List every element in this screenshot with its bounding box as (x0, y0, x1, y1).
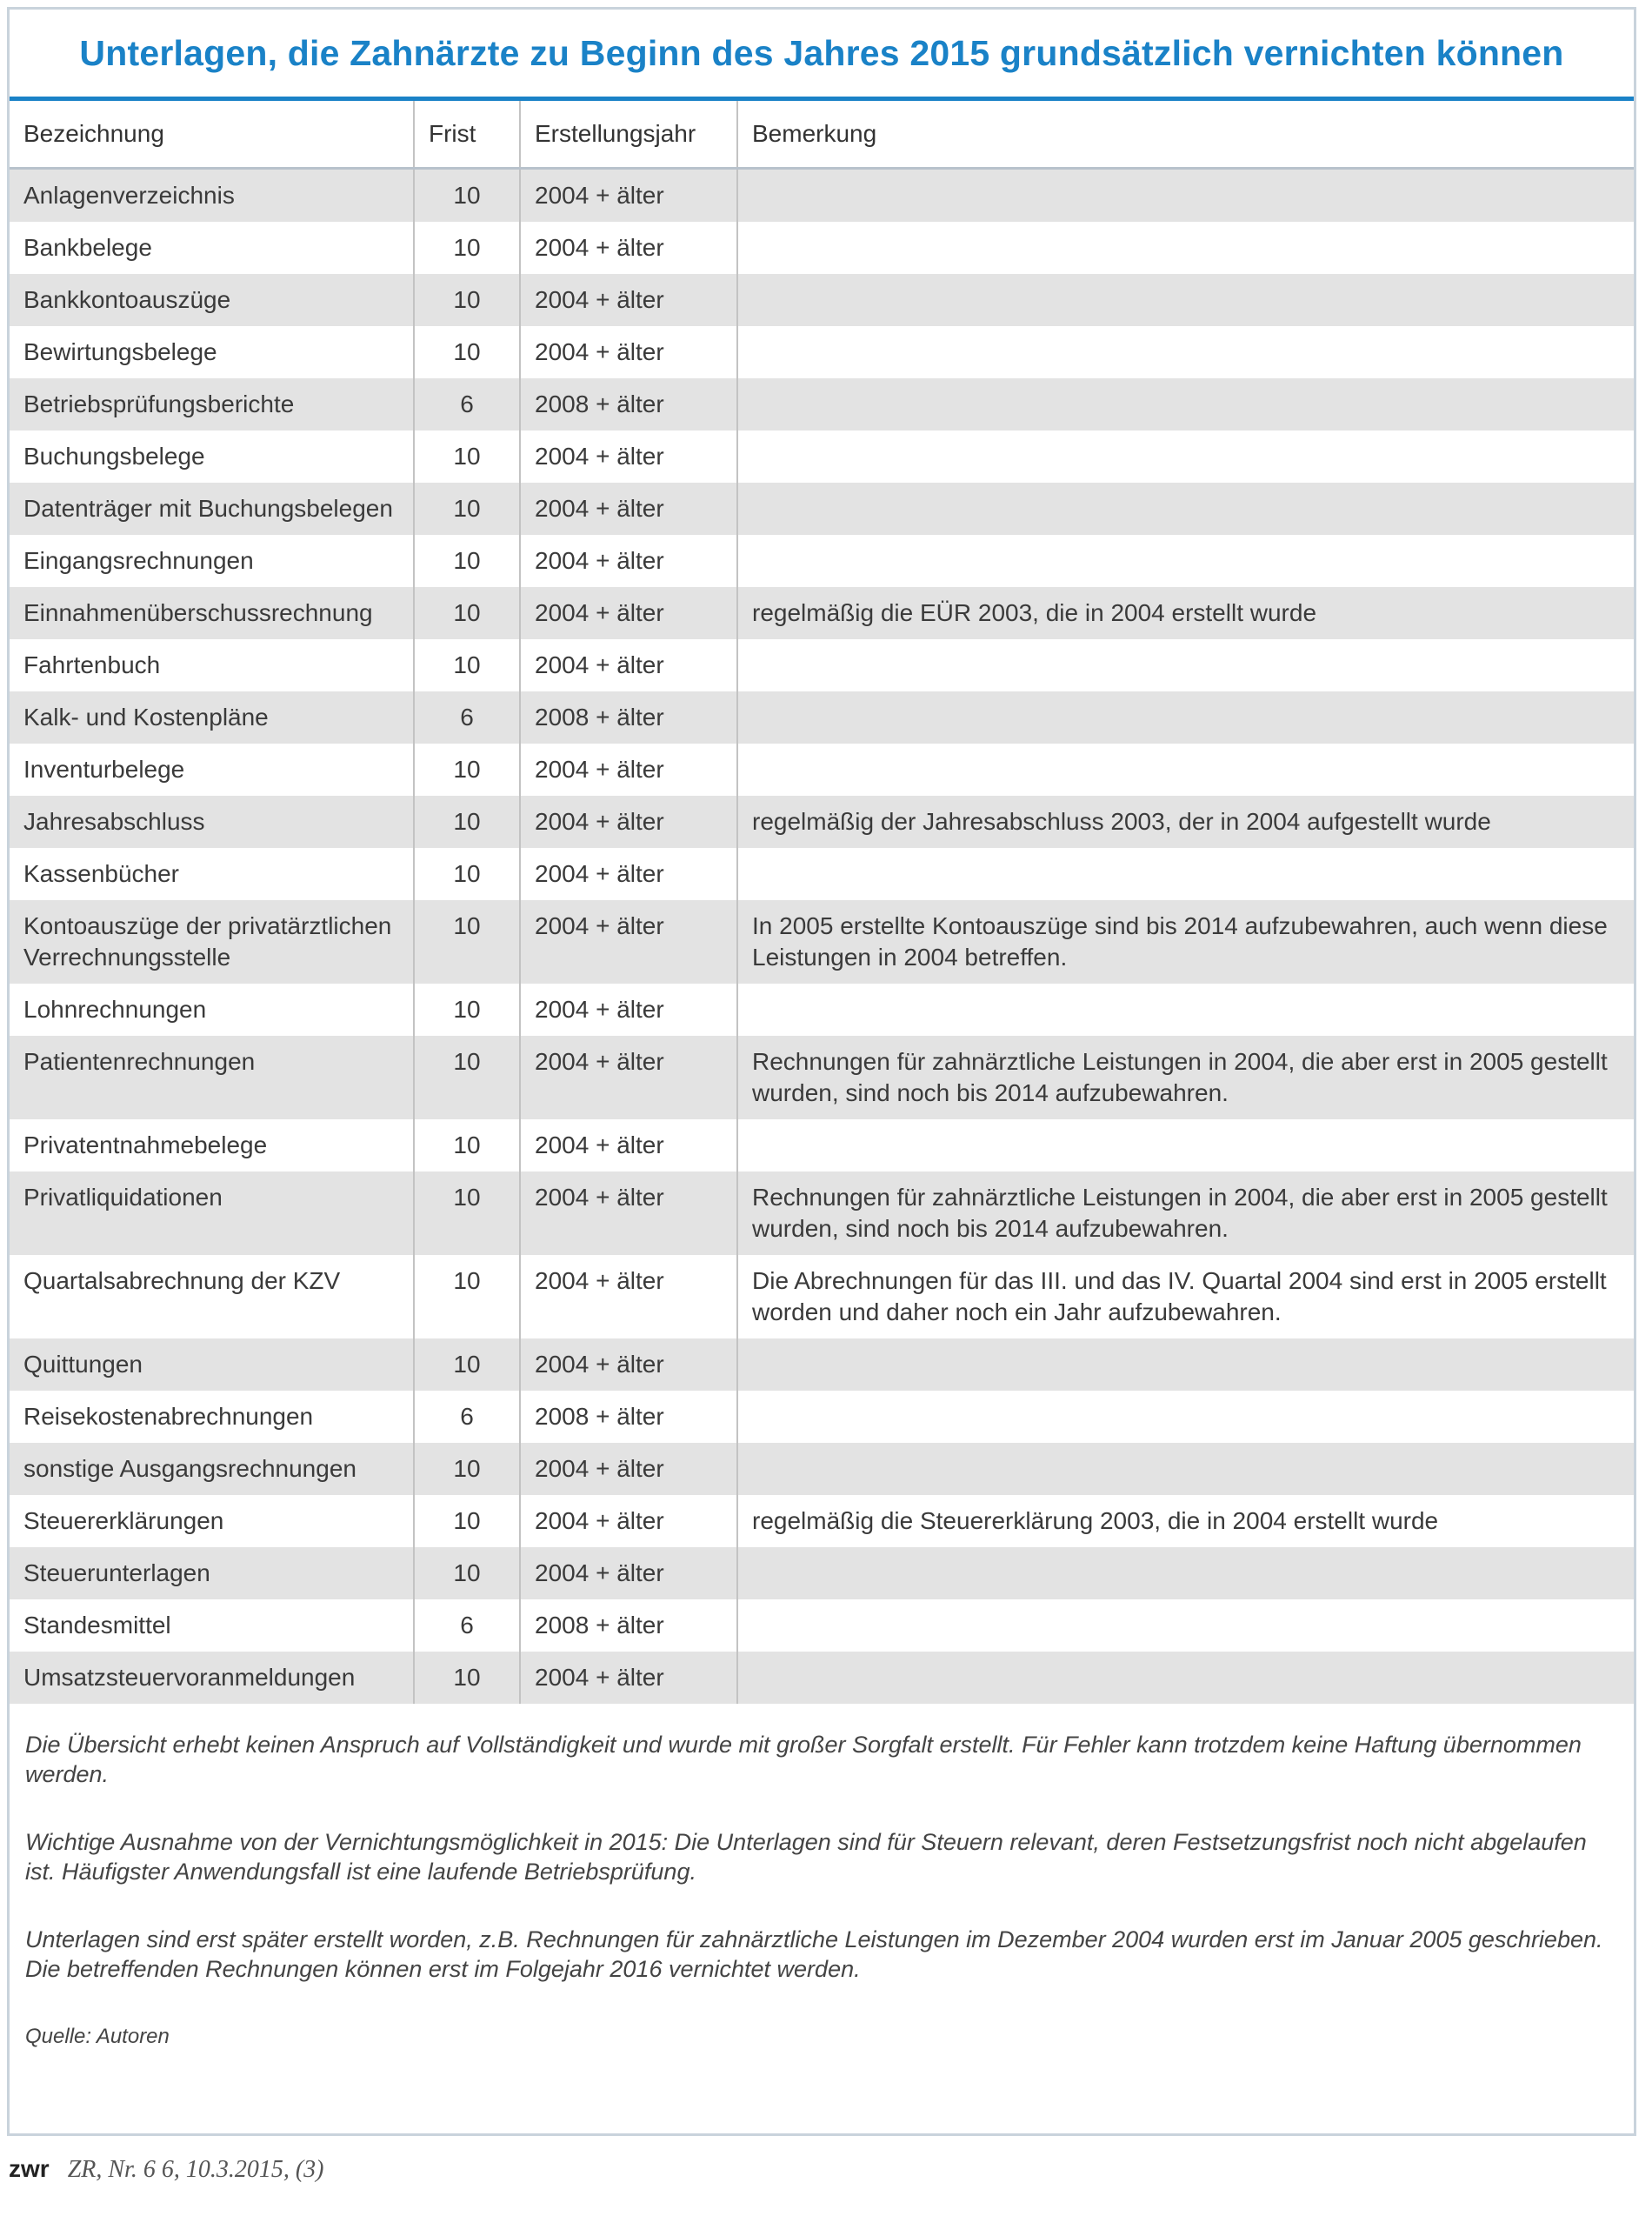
cell-bezeichnung: Bankkontoauszüge (23, 286, 231, 313)
cell-erstellungsjahr: 2004 + älter (520, 1255, 737, 1338)
table-row (10, 1391, 1634, 1443)
page-title: Unterlagen, die Zahnärzte zu Beginn des Jahres 2015 grundsätzlich vernichten können (79, 32, 1564, 73)
cell-bemerkung (737, 169, 1634, 223)
retention-table (10, 101, 1634, 1704)
cell-bemerkung (737, 1652, 1634, 1704)
cell-erstellungsjahr: 2004 + älter (520, 744, 737, 796)
cell-erstellungsjahr: 2004 + älter (520, 222, 737, 274)
cell-bemerkung: regelmäßig die Steuererklärung 2003, die in 2004 erstellt wurde (737, 1495, 1634, 1547)
cell-frist: 10 (414, 848, 520, 900)
footnote: Wichtige Ausnahme von der Vernichtungsmöglichkeit in 2015: Die Unterlagen sind für Steuern relevant, deren Festsetzungsfrist noch nicht abgelaufen ist. Häufigster Anwendungsfall ist eine laufende Betriebsprüfung. (25, 1829, 1587, 1885)
table-row (10, 222, 1634, 274)
cell-frist: 10 (414, 222, 520, 274)
cell-bezeichnung: Kontoauszüge der privatärztlichen Verrechnungsstelle (23, 912, 392, 971)
cell-bezeichnung: Quittungen (23, 1351, 143, 1378)
cell-bezeichnung: Reisekostenabrechnungen (23, 1403, 314, 1430)
cell-bemerkung (737, 1443, 1634, 1495)
cell-frist: 10 (414, 984, 520, 1036)
table-row (10, 1255, 1634, 1338)
cell-frist: 10 (414, 483, 520, 535)
footnotes (10, 1704, 1634, 2052)
cell-erstellungsjahr: 2004 + älter (520, 431, 737, 483)
cell-frist: 10 (414, 744, 520, 796)
table-row (10, 691, 1634, 744)
cell-bemerkung (737, 326, 1634, 378)
cell-frist: 10 (414, 1036, 520, 1119)
table-row (10, 1652, 1634, 1704)
cell-bezeichnung: Eingangsrechnungen (23, 547, 254, 574)
cell-bemerkung: In 2005 erstellte Kontoauszüge sind bis 2014 aufzubewahren, auch wenn diese Leistungen in 2004 betreffen. (737, 900, 1634, 984)
cell-bezeichnung: Steuerunterlagen (23, 1559, 210, 1586)
table-row (10, 431, 1634, 483)
table-row (10, 1338, 1634, 1391)
table-header-row (10, 101, 1634, 169)
cell-erstellungsjahr: 2008 + älter (520, 691, 737, 744)
table-row (10, 483, 1634, 535)
cell-bemerkung (737, 274, 1634, 326)
cell-bemerkung (737, 639, 1634, 691)
cell-frist: 10 (414, 1443, 520, 1495)
cell-bezeichnung: Bewirtungsbelege (23, 338, 217, 365)
cell-bezeichnung: Einnahmenüberschussrechnung (23, 599, 373, 626)
cell-bemerkung: Rechnungen für zahnärztliche Leistungen in 2004, die aber erst in 2005 gestellt wurden, sind noch bis 2014 aufzubewahren. (737, 1036, 1634, 1119)
cell-frist: 6 (414, 1599, 520, 1652)
cell-erstellungsjahr: 2004 + älter (520, 1495, 737, 1547)
table-row (10, 1547, 1634, 1599)
footnote: Die Übersicht erhebt keinen Anspruch auf Vollständigkeit und wurde mit großer Sorgfalt erstellt. Für Fehler kann trotzdem keine Haftung übernommen werden. (25, 1732, 1582, 1787)
cell-bemerkung: regelmäßig die EÜR 2003, die in 2004 erstellt wurde (737, 587, 1634, 639)
cell-frist: 6 (414, 378, 520, 431)
table-row (10, 1599, 1634, 1652)
cell-frist: 10 (414, 900, 520, 984)
cell-erstellungsjahr: 2004 + älter (520, 900, 737, 984)
table-row (10, 796, 1634, 848)
cell-frist: 10 (414, 639, 520, 691)
cell-erstellungsjahr: 2004 + älter (520, 1338, 737, 1391)
cell-bemerkung (737, 691, 1634, 744)
header-bemerkung: Bemerkung (737, 101, 1634, 169)
cell-frist: 10 (414, 1547, 520, 1599)
cell-frist: 10 (414, 431, 520, 483)
table-row (10, 1495, 1634, 1547)
table-row (10, 639, 1634, 691)
cell-erstellungsjahr: 2004 + älter (520, 1652, 737, 1704)
cell-bezeichnung: Buchungsbelege (23, 443, 205, 470)
cell-bemerkung (737, 984, 1634, 1036)
cell-bemerkung (737, 535, 1634, 587)
table-row (10, 900, 1634, 984)
cell-bemerkung: regelmäßig der Jahresabschluss 2003, der in 2004 aufgestellt wurde (737, 796, 1634, 848)
cell-frist: 6 (414, 1391, 520, 1443)
cell-frist: 10 (414, 1171, 520, 1255)
cell-bezeichnung: Umsatzsteuervoranmeldungen (23, 1664, 356, 1691)
cell-bezeichnung: Standesmittel (23, 1612, 171, 1639)
cell-bemerkung: Rechnungen für zahnärztliche Leistungen in 2004, die aber erst in 2005 gestellt wurden, sind noch bis 2014 aufzubewahren. (737, 1171, 1634, 1255)
cell-erstellungsjahr: 2004 + älter (520, 535, 737, 587)
cell-bezeichnung: Anlagenverzeichnis (23, 182, 235, 209)
cell-bemerkung (737, 744, 1634, 796)
cell-frist: 10 (414, 587, 520, 639)
table-row (10, 744, 1634, 796)
header-erstellungsjahr: Erstellungsjahr (520, 101, 737, 169)
cell-bezeichnung: Privatentnahmebelege (23, 1131, 268, 1158)
cell-frist: 10 (414, 169, 520, 223)
cell-frist: 10 (414, 274, 520, 326)
cell-bezeichnung: Datenträger mit Buchungsbelegen (23, 495, 393, 522)
cell-bezeichnung: sonstige Ausgangsrechnungen (23, 1455, 356, 1482)
cell-bezeichnung: Kassenbücher (23, 860, 180, 887)
cell-erstellungsjahr: 2004 + älter (520, 1119, 737, 1171)
cell-frist: 10 (414, 1338, 520, 1391)
table-row (10, 535, 1634, 587)
cell-erstellungsjahr: 2004 + älter (520, 1547, 737, 1599)
cell-erstellungsjahr: 2008 + älter (520, 1391, 737, 1443)
cell-bezeichnung: Jahresabschluss (23, 808, 205, 835)
cell-bemerkung (737, 1391, 1634, 1443)
cell-bemerkung (737, 483, 1634, 535)
cell-erstellungsjahr: 2004 + älter (520, 326, 737, 378)
cell-bezeichnung: Privatliquidationen (23, 1184, 223, 1211)
table-row (10, 848, 1634, 900)
cell-bezeichnung: Fahrtenbuch (23, 651, 161, 678)
cell-bemerkung (737, 378, 1634, 431)
cell-erstellungsjahr: 2004 + älter (520, 796, 737, 848)
footnote: Unterlagen sind erst später erstellt worden, z.B. Rechnungen für zahnärztliche Leistungen im Dezember 2004 wurden erst im Januar 2005 geschrieben. Die betreffenden Rechnungen können erst im Folgejahr 2016 vernichtet werden. (25, 1926, 1603, 1982)
table-row (10, 169, 1634, 223)
cell-frist: 10 (414, 326, 520, 378)
cell-erstellungsjahr: 2004 + älter (520, 587, 737, 639)
cell-bemerkung (737, 222, 1634, 274)
cell-bemerkung: Die Abrechnungen für das III. und das IV. Quartal 2004 sind erst in 2005 erstellt worden und daher noch ein Jahr aufzubewahren. (737, 1255, 1634, 1338)
cell-erstellungsjahr: 2004 + älter (520, 1036, 737, 1119)
cell-bemerkung (737, 1599, 1634, 1652)
cell-bezeichnung: Inventurbelege (23, 756, 185, 783)
cell-bezeichnung: Lohnrechnungen (23, 996, 207, 1023)
table-row (10, 1443, 1634, 1495)
cell-erstellungsjahr: 2004 + älter (520, 639, 737, 691)
table-row (10, 1171, 1634, 1255)
cell-frist: 10 (414, 535, 520, 587)
table-body (10, 169, 1634, 1705)
table-row (10, 984, 1634, 1036)
cell-erstellungsjahr: 2004 + älter (520, 274, 737, 326)
table-row (10, 274, 1634, 326)
table-row (10, 587, 1634, 639)
cell-bezeichnung: Quartalsabrechnung der KZV (23, 1267, 341, 1294)
cell-bezeichnung: Betriebsprüfungsberichte (23, 390, 295, 417)
cell-frist: 10 (414, 1652, 520, 1704)
cell-bemerkung (737, 1547, 1634, 1599)
publication-logo: zwr (9, 2155, 50, 2182)
table-row (10, 378, 1634, 431)
cell-frist: 10 (414, 1495, 520, 1547)
cell-frist: 10 (414, 1119, 520, 1171)
cell-bemerkung (737, 431, 1634, 483)
cell-erstellungsjahr: 2008 + älter (520, 378, 737, 431)
cell-frist: 10 (414, 796, 520, 848)
publication-caption (9, 2155, 323, 2184)
cell-bemerkung (737, 848, 1634, 900)
table-row (10, 1036, 1634, 1119)
table-row (10, 1119, 1634, 1171)
cell-frist: 10 (414, 1255, 520, 1338)
cell-bezeichnung: Bankbelege (23, 234, 152, 261)
cell-erstellungsjahr: 2004 + älter (520, 169, 737, 223)
cell-bezeichnung: Patientenrechnungen (23, 1048, 256, 1075)
document-frame (7, 7, 1636, 2136)
table-row (10, 326, 1634, 378)
cell-erstellungsjahr: 2004 + älter (520, 1443, 737, 1495)
cell-bezeichnung: Steuererklärungen (23, 1507, 224, 1534)
cell-erstellungsjahr: 2004 + älter (520, 483, 737, 535)
publication-reference: ZR, Nr. 6 6, 10.3.2015, (3) (67, 2156, 324, 2183)
cell-bezeichnung: Kalk- und Kostenpläne (23, 704, 269, 731)
cell-bemerkung (737, 1119, 1634, 1171)
cell-erstellungsjahr: 2004 + älter (520, 984, 737, 1036)
header-bezeichnung: Bezeichnung (23, 120, 164, 147)
cell-erstellungsjahr: 2004 + älter (520, 848, 737, 900)
cell-erstellungsjahr: 2004 + älter (520, 1171, 737, 1255)
cell-erstellungsjahr: 2008 + älter (520, 1599, 737, 1652)
cell-bemerkung (737, 1338, 1634, 1391)
cell-frist: 6 (414, 691, 520, 744)
source-note: Quelle: Autoren (25, 2025, 170, 2048)
header-frist: Frist (414, 101, 520, 169)
